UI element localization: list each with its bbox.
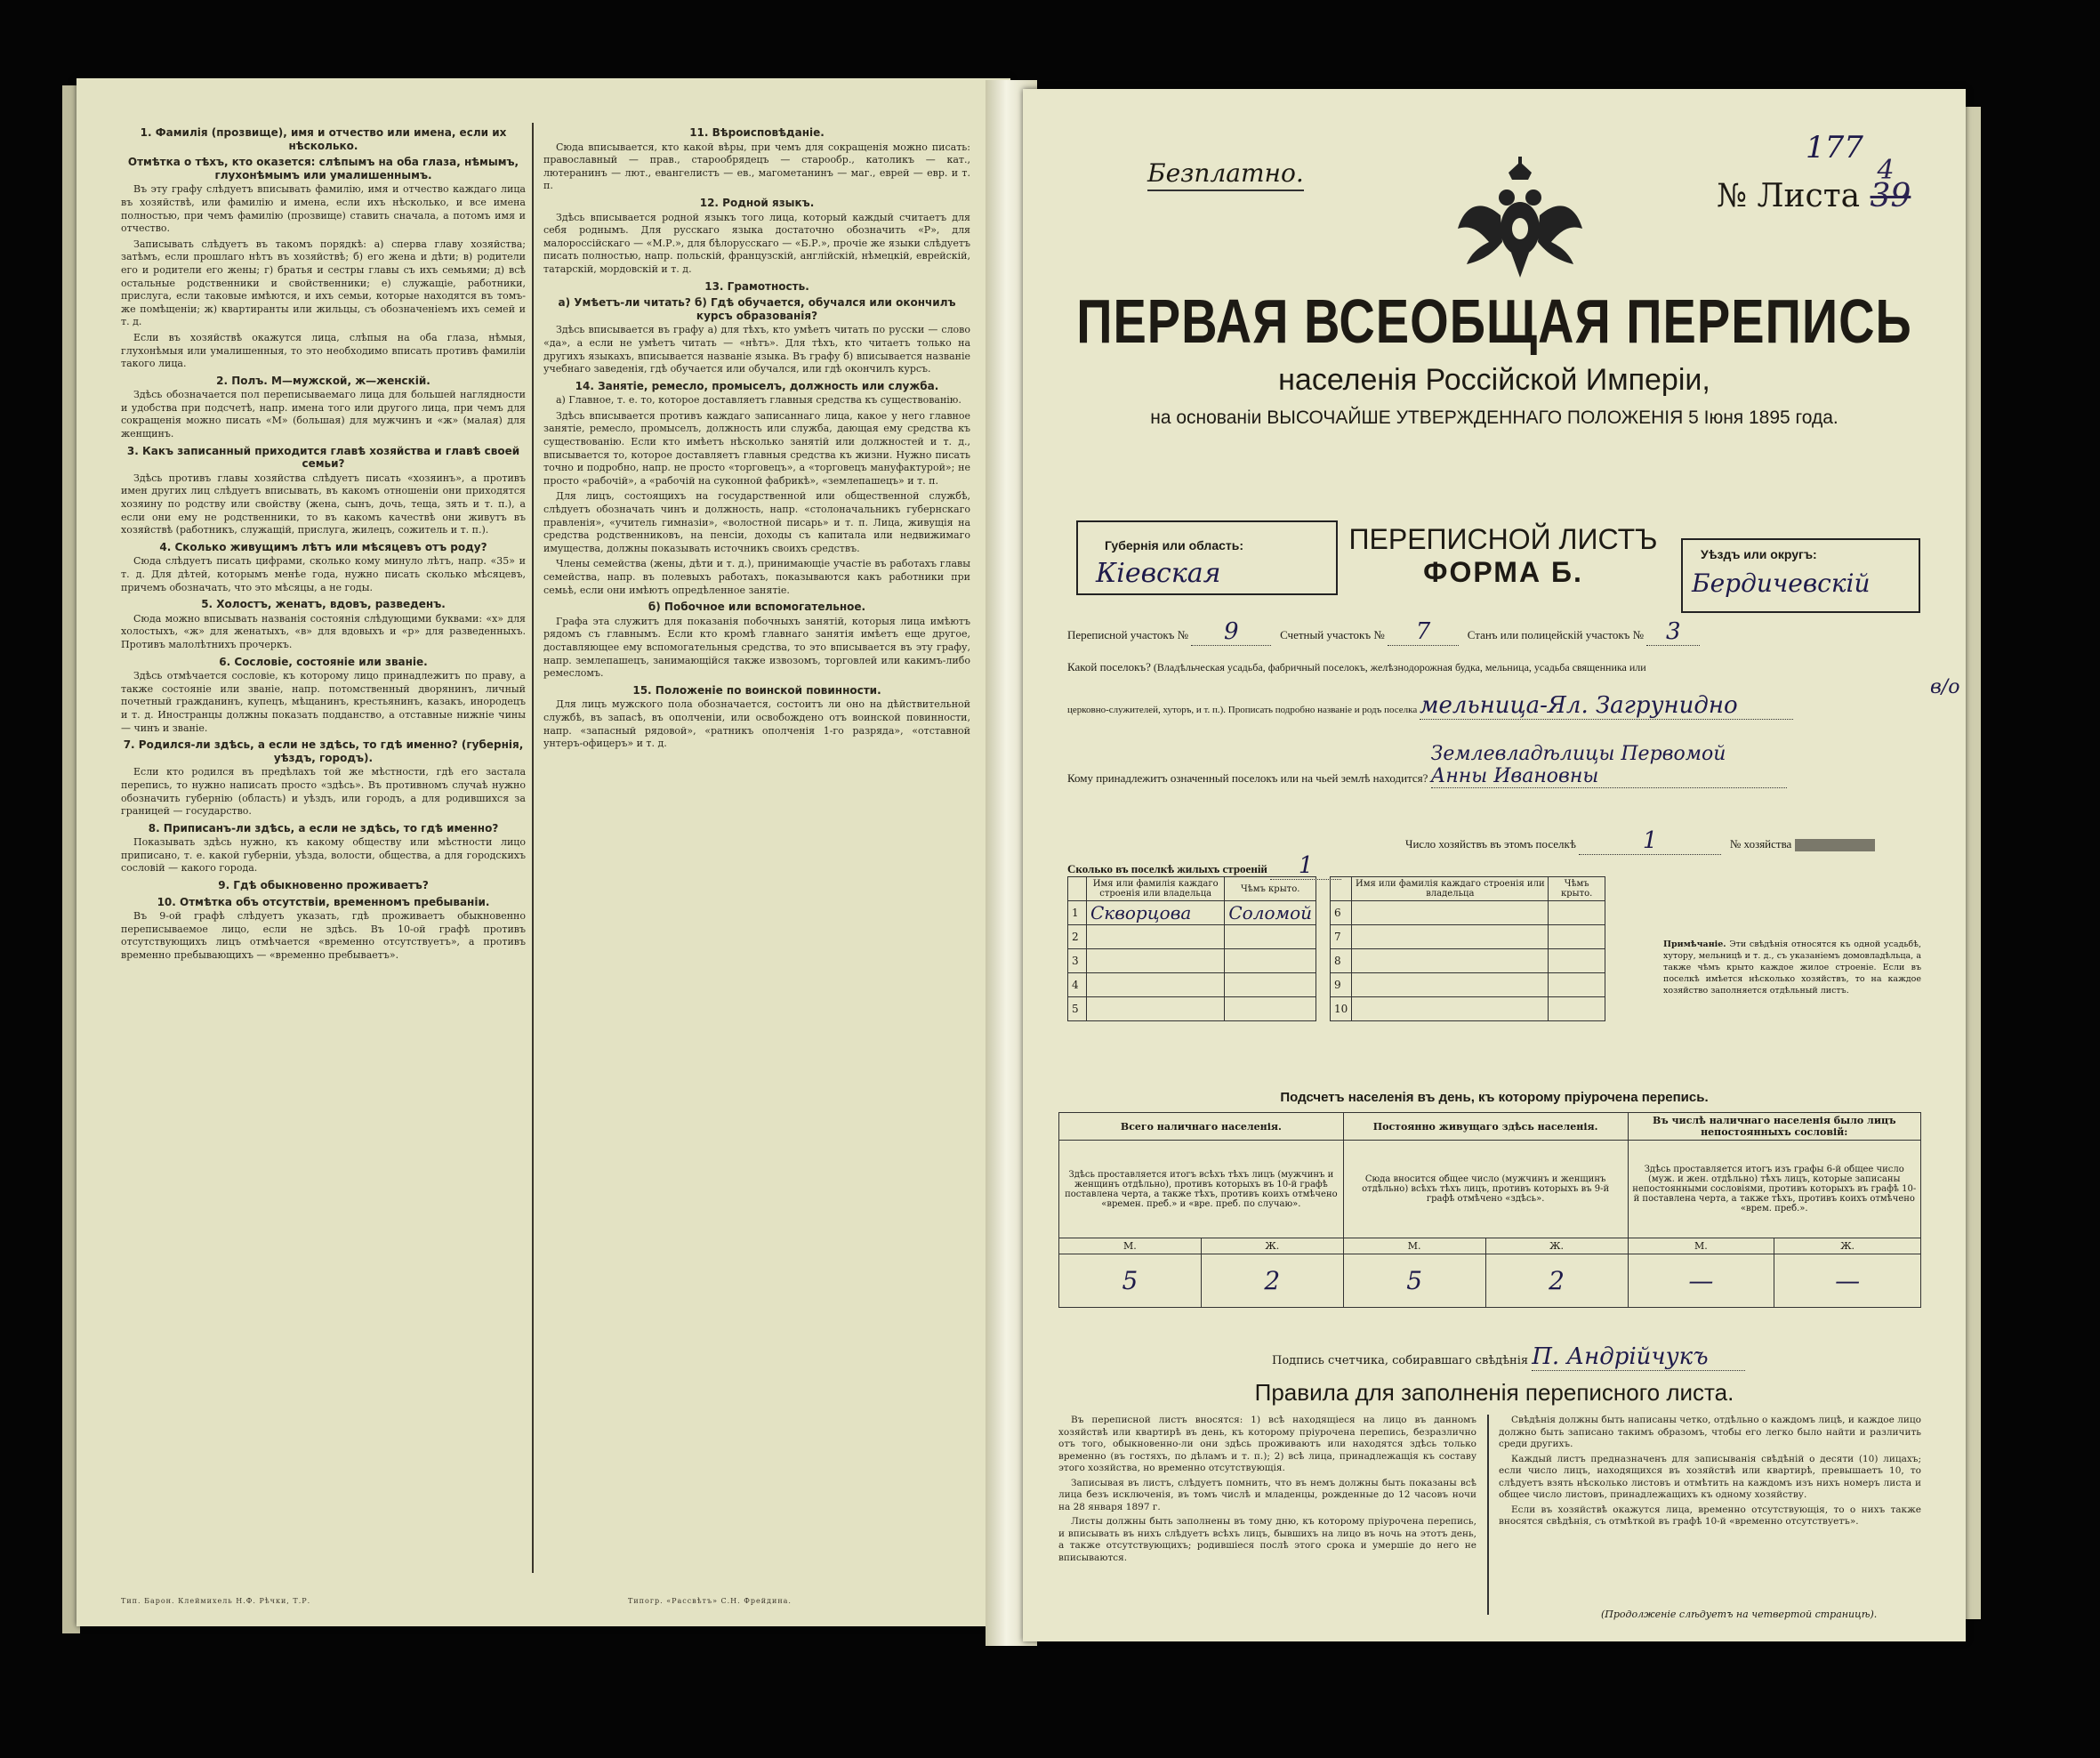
schet-value: 7: [1388, 618, 1459, 646]
stat-m-label-3: М.: [1628, 1238, 1774, 1254]
rules-column-1: [1058, 1415, 1476, 1619]
stat-m-label-2: М.: [1343, 1238, 1485, 1254]
building-no: 1: [1068, 901, 1087, 925]
poselok-label: Какой поселокъ?: [1067, 660, 1151, 673]
building-cell: [1352, 997, 1549, 1021]
uchastok-row: [1067, 618, 1921, 646]
double-headed-eagle-emblem: [1453, 153, 1587, 286]
rule-paragraph: Листы должны быть заполнены въ тому дню, къ которому пріурочена перепись, и вписывать въ нихъ слѣдуетъ всѣхъ лицъ, бывшихъ на лицо въ ночь на этотъ день, а также отсутствующихъ; родившіеся послѣ этого срока и умершіе до него не вписываются.: [1058, 1516, 1476, 1563]
right-page: [1023, 89, 1966, 1641]
instruction-paragraph: Сюда вписывается, кто какой вѣры, при чемъ для сокращенія можно писать: православный — прав., старообрядецъ — старообр., католикъ — кат., лютеранинъ — лют., евангелистъ — ев., магометанинъ — маг., еврей — евр. и т. п.: [543, 141, 970, 192]
building-cell: [1352, 901, 1549, 925]
rules-divider: [1487, 1415, 1489, 1615]
instruction-heading: 5. Холостъ, женатъ, вдовъ, разведенъ.: [201, 598, 446, 611]
document-title: ПЕРВАЯ ВСЕОБЩАЯ ПЕРЕПИСЬ: [1076, 286, 1912, 356]
instruction-heading: 1. Фамилія (прозвище), имя и отчество или имена, если их нѣсколько.: [140, 126, 507, 152]
uchastok-label: Переписной участокъ №: [1067, 628, 1189, 641]
stat-permanent-zh: 2: [1485, 1254, 1628, 1308]
building-roof: [1225, 997, 1316, 1021]
building-no: 6: [1331, 901, 1352, 925]
instruction-heading: 13. Грамотность.: [704, 279, 809, 293]
poselok-row: [1067, 660, 1921, 674]
instruction-heading: 8. Приписанъ-ли здѣсь, а если не здѣсь, то гдѣ именно?: [148, 821, 499, 835]
instruction-paragraph: Графа эта служитъ для показанія побочныхъ занятій, которыя лица имѣютъ рядомъ съ главнымъ. Если кто кромѣ главнаго занятія имѣетъ еще другое, доставляющее ему вспомогательныя средства, то это вписывается въ эту графу, напр. землепашецъ, занимающійся также извозомъ, торговлей или какимъ-либо ремесломъ.: [543, 615, 970, 680]
signature-row: [1272, 1343, 1745, 1371]
rule-paragraph: Записывая въ листъ, слѣдуетъ помнить, что въ немъ должны быть показаны всѣ лица безъ исключенія, въ томъ числѣ и младенцы, рожденные до 12 часовъ ночи на 28 января 1897 г.: [1058, 1477, 1476, 1512]
building-roof: Соломой: [1225, 901, 1316, 925]
poselok-row-2: [1067, 692, 1921, 720]
building-cell: [1549, 997, 1605, 1021]
buildings-table-left: [1067, 876, 1316, 1021]
instruction-heading: 2. Полъ. М—мужской, ж—женскій.: [216, 374, 430, 387]
instructions-column-2: [543, 123, 970, 1591]
building-row: [1068, 901, 1316, 925]
sheet-number-value: 4: [1877, 155, 1895, 186]
rule-paragraph: Каждый листъ предназначенъ для записыванія свѣдѣній о десяти (10) лицахъ; если число лицъ, находящихся въ хозяйствѣ или квартирѣ, превышаетъ 10, то слѣдуетъ взять нѣсколько листовъ и отмѣтить на каждомъ изъ нихъ номеръ листа и общее число листовъ, принадлежащихъ къ одному хозяйству.: [1499, 1453, 1921, 1500]
uezd-label: Уѣздъ или округъ:: [1701, 547, 1817, 561]
instruction-heading: 12. Родной языкъ.: [699, 196, 815, 209]
building-no: 10: [1331, 997, 1352, 1021]
stat-nonperm-zh: —: [1774, 1254, 1921, 1308]
note-text: Эти свѣдѣнія относятся къ одной усадьбѣ, хутору, мельницѣ и т. д., съ указаніемъ домовладѣльца, а также чѣмъ крыто каждое жилое строеніе. Если въ поселкѣ имѣется нѣсколько хозяйствъ, то на каждое хозяйство заполняется отдѣльный листъ.: [1663, 939, 1921, 996]
building-cell: [1549, 901, 1605, 925]
stat-desc-nonpermanent: Здѣсь проставляется итогъ изъ графы 6-й общее число (муж. и жен. отдѣльно) тѣхъ лицъ, которые записаны непостоянными сословіями, противъ которыхъ въ графѣ 10-й поставлена черта, а также тѣхъ, противъ коихъ отмѣчено «врем. преб.».: [1628, 1141, 1921, 1238]
buildings-note: [1663, 939, 1921, 996]
left-page: [76, 78, 1010, 1626]
building-roof: [1225, 925, 1316, 949]
rules-title: Правила для заполненія переписного листа.: [1254, 1379, 1734, 1406]
instruction-heading: 4. Сколько живущимъ лѣтъ или мѣсяцевъ отъ роду?: [159, 540, 487, 553]
stat-desc-total: Здѣсь проставляется итогъ всѣхъ тѣхъ лицъ (мужчинъ и женщинъ отдѣльно), противъ которыхъ въ 10-й графѣ поставлена черта, а также тѣхъ, противъ коихъ отмѣчено «времен. преб.» и «вре. преб. по случаю».: [1059, 1141, 1344, 1238]
document-subtitle-2: на основаніи ВЫСОЧАЙШЕ УТВЕРЖДЕННАГО ПОЛОЖЕНІЯ 5 Іюня 1895 года.: [1150, 407, 1839, 428]
population-count-title: Подсчетъ населенія въ день, къ которому пріурочена перепись.: [1280, 1090, 1709, 1105]
building-row: [1331, 925, 1605, 949]
instruction-paragraph: Здѣсь вписывается въ графу а) для тѣхъ, кто умѣетъ читать по русски — слово «да», а если не умѣетъ читать — «нѣтъ». Для тѣхъ, кто читаетъ только на другихъ языкахъ, вписывается названіе языка. Въ графу б) вписывается названіе учебнаго заведенія, гдѣ обучается или обучался, или гдѣ окончилъ курсъ.: [543, 324, 970, 375]
instruction-heading: 11. Вѣроисповѣданіе.: [689, 126, 825, 139]
instruction-heading: 14. Занятіе, ремесло, промыселъ, должность или служба.: [575, 379, 939, 392]
building-cell: [1352, 925, 1549, 949]
uezd-value: Бердичевскій: [1692, 569, 1871, 598]
grid-head-name: Имя или фамилія каждаго строенія или владельца: [1087, 877, 1225, 901]
population-count-table: [1058, 1112, 1921, 1308]
building-cell: [1549, 973, 1605, 997]
instructions-column-1: [121, 123, 526, 1591]
instruction-paragraph: Здѣсь отмѣчается сословіе, къ которому лицо принадлежитъ по праву, а также состояніе или званіе, напр. потомственный дворянинъ, личный почетный гражданинъ, купецъ, мѣщанинъ, крестьянинъ, казакъ, инородецъ и т. д. Иностранцы должны показать подданство, а отставные нижніе чины — чинъ и званіе.: [121, 670, 526, 734]
instruction-heading: б) Побочное или вспомогательное.: [648, 601, 866, 614]
building-name: [1087, 949, 1225, 973]
uezd-box: [1681, 538, 1920, 613]
rule-paragraph: Свѣдѣнія должны быть написаны четко, отдѣльно о каждомъ лицѣ, и каждое лицо должно быть записано такимъ образомъ, чтобы его легко было найти и различить среди другихъ.: [1499, 1415, 1921, 1449]
rules-column-2: [1499, 1415, 1921, 1606]
column-divider: [532, 123, 534, 1573]
instruction-heading: а) Умѣетъ-ли читать? б) Гдѣ обучается, обучался или окончилъ курсъ образованія?: [558, 296, 956, 322]
rules-continued: (Продолженіе слѣдуетъ на четвертой страницѣ).: [1601, 1609, 1878, 1620]
grid-head-name-2: Имя или фамилія каждаго строенія или владельца: [1352, 877, 1549, 901]
building-no: 3: [1068, 949, 1087, 973]
buildings-value: 1: [1270, 852, 1341, 880]
printer-footer-left: Тип. Барон. Клеймихель Н.Ф. Рѣчки, Т.Р.: [121, 1597, 311, 1605]
instruction-paragraph: Показывать здѣсь нужно, къ какому обществу или мѣстности лицо приписано, т. е. какой губерніи, уѣзда, волости, общества, а для городскихъ сословій — какого города.: [121, 836, 526, 875]
archive-number: 177: [1806, 130, 1863, 165]
stat-m-label: М.: [1059, 1238, 1202, 1254]
instruction-paragraph: Для лицъ, состоящихъ на государственной или общественной службѣ, слѣдуетъ обозначать чинъ и должность, напр. «столоначальникъ губернскаго правленія», «учитель гимназіи», «волостной писарь» и т. п. Лица, живущія на средства родственниковъ, на пенсіи, доходы съ капитала или недвижимаго имущества, должны показывать источникъ своихъ средствъ.: [543, 490, 970, 554]
stat-nonperm-m: —: [1628, 1254, 1774, 1308]
sheet-number-struck: 39: [1870, 178, 1911, 214]
instruction-paragraph: Здѣсь противъ главы хозяйства слѣдуетъ писать «хозяинъ», а противъ имен других лиц слѣдуетъ вписывать, въ какомъ отношеніи они приходятся хозяину по родству или свойству (жена, сынъ, дочь, теща, зять и т. п.), а если они ему не родственники, то въ какомъ качествѣ они живутъ въ хозяйствѣ (работникъ, служащій, прислуга, жилецъ, сожитель и т. п.).: [121, 472, 526, 536]
instruction-paragraph: Если кто родился въ предѣлахъ той же мѣстности, гдѣ его застала перепись, то нужно написать просто «здѣсь». Въ противномъ случаѣ нужно обозначить губернію (область) и уѣздъ, или городъ, а для родившихся за границей — государство.: [121, 766, 526, 818]
stan-label: Станъ или полицейскій участокъ №: [1467, 628, 1645, 641]
instruction-heading: Отмѣтка о тѣхъ, кто оказется: слѣпымъ на оба глаза, нѣмымъ, глухонѣмымъ или умалишеннымъ.: [127, 156, 519, 181]
owner-label: Кому принадлежитъ означенный поселокъ или на чьей землѣ находится?: [1067, 771, 1428, 785]
instruction-paragraph: Здѣсь обозначается пол переписываемаго лица для большей наглядности и удобства при подсчетѣ, напр. имена того или другого лица, при чемъ для сокращенія можно писать «М» (большая) для мужчинъ и «ж» (малая) для женщинъ.: [121, 389, 526, 440]
gubernia-box: [1076, 520, 1338, 595]
schet-label: Счетный участокъ №: [1280, 628, 1385, 641]
stat-head-total: Всего наличнаго населенія.: [1059, 1113, 1344, 1141]
building-row: [1068, 973, 1316, 997]
stat-zh-label-2: Ж.: [1485, 1238, 1628, 1254]
instruction-heading: 3. Какъ записанный приходится главѣ хозяйства и главѣ своей семьи?: [126, 444, 520, 471]
building-row: [1068, 925, 1316, 949]
instruction-paragraph: Здѣсь вписывается противъ каждаго записаннаго лица, какое у него главное занятіе, ремесло, промыселъ, должность или служба, дающая ему средства къ существованію. Если кто имѣетъ нѣсколько занятій или должностей и т. д., вписывается то, которое доставляетъ главныя средства къ жизни. Нужно писать точно и подробно, напр. не просто «торговецъ», а «торговецъ мануфактурой»; не просто «рабочій», а «рабочій на суконной фабрикѣ», «землепашецъ» и т. п.: [543, 409, 970, 487]
margin-note: в/о: [1930, 676, 1960, 698]
poselok-hint-2: церковно-служителей, хуторъ, и т. п.). Прописать подробно названіе и родъ поселка: [1067, 705, 1418, 715]
building-no: 9: [1331, 973, 1352, 997]
buildings-table-right: [1330, 876, 1605, 1021]
buildings-label: Сколько въ поселкѣ жилыхъ строеній: [1067, 862, 1267, 875]
instruction-paragraph: Сюда слѣдуетъ писать цифрами, сколько кому минуло лѣтъ, напр. «35» и т. д. Для дѣтей, которымъ менѣе года, нужно писать сколько мѣсяцевъ, причемъ обозначать, что это мѣсяцы, а не годы.: [121, 555, 526, 593]
building-name: [1087, 973, 1225, 997]
household-no-label: № хозяйства: [1729, 837, 1792, 851]
instruction-heading: 6. Сословіе, состояніе или званіе.: [219, 655, 428, 668]
uchastok-value: 9: [1191, 618, 1271, 646]
stan-value: 3: [1646, 618, 1700, 646]
owner-value: Землевладѣлицы Первомой Анны Ивановны: [1431, 743, 1787, 788]
building-no: 8: [1331, 949, 1352, 973]
instruction-heading: 10. Отмѣтка объ отсутствіи, временномъ пребываніи.: [157, 895, 490, 908]
building-row: [1331, 949, 1605, 973]
form-name: ФОРМА Б.: [1423, 556, 1583, 588]
building-cell: [1549, 925, 1605, 949]
rule-paragraph: Въ переписной листъ вносятся: 1) всѣ находящіеся на лицо въ данномъ хозяйствѣ или квартирѣ въ день, къ которому пріурочена перепись, безразлично отъ того, обыкновенно-ли они здѣсь проживаютъ или находятся здѣсь только временно (въ гостяхъ, по дѣламъ и т. п.); 2) всѣ лица, принадлежащія къ составу этого хозяйства, но временно отсутствующія.: [1058, 1415, 1476, 1473]
signature-label: Подпись счетчика, собиравшаго свѣдѣнія: [1272, 1354, 1529, 1367]
building-row: [1068, 997, 1316, 1021]
stat-total-zh: 2: [1201, 1254, 1343, 1308]
households-value: 1: [1579, 827, 1721, 855]
owner-row: [1067, 743, 1921, 788]
building-name: [1087, 925, 1225, 949]
form-title: ПЕРЕПИСНОЙ ЛИСТЪ: [1348, 523, 1658, 555]
building-cell: [1352, 973, 1549, 997]
instruction-paragraph: Для лицъ мужского пола обозначается, состоитъ ли оно на дѣйствительной службѣ, въ запасѣ, въ ополченіи, или освобождено отъ воинской повинности, напр. «запасный рядовой», «ратникъ ополченія 1-го разряда», «отставной унтеръ-офицеръ» и т. д.: [543, 698, 970, 750]
building-cell: [1352, 949, 1549, 973]
stat-zh-label: Ж.: [1201, 1238, 1343, 1254]
building-row: [1331, 997, 1605, 1021]
building-name: Скворцова: [1087, 901, 1225, 925]
gubernia-label: Губернія или область:: [1105, 538, 1244, 552]
instruction-paragraph: Члены семейства (жены, дѣти и т. д.), принимающіе участіе въ работахъ главы семейства, напр. въ полевыхъ работахъ, показываются какъ работники при семьѣ, если они имѣютъ опредѣленное занятіе.: [543, 558, 970, 596]
building-row: [1331, 901, 1605, 925]
poselok-hint: (Владѣльческая усадьба, фабричный поселокъ, желѣзнодорожная будка, мельница, усадьба священника или: [1153, 661, 1646, 673]
building-cell: [1549, 949, 1605, 973]
stat-zh-label-3: Ж.: [1774, 1238, 1921, 1254]
instruction-paragraph: Записывать слѣдуетъ въ такомъ порядкѣ: а) сперва главу хозяйства; затѣмъ, если прошлаго нѣтъ въ хозяйствѣ; б) его жена и дѣти; в) родители его и родители его жены; г) братья и сестры главы съ ихъ семьями; д) всѣ остальные родственники и свойственники; е) служащіе, работники, прислуга, если таковые имѣются, и ихъ семьи, которые находятся въ томъ-же помѣщеніи; ж) квартиранты или жильцы, съ обозначеніемъ ихъ семей и т. д.: [121, 238, 526, 328]
stat-head-permanent: Постоянно живущаго здѣсь населенія.: [1343, 1113, 1628, 1141]
instruction-paragraph: Здѣсь вписывается родной языкъ того лица, который каждый считаетъ для себя роднымъ. Для русскаго языка достаточно обозначить «Р», для малороссійскаго — «М.Р.», для бѣлорусскаго — «Б.Р.», прочіе же языки слѣдуетъ писать полностью, напр. польскій, французскій, англійскій, нѣмецкій, еврейскій, татарскій, мордовскій и т. д.: [543, 211, 970, 275]
instruction-paragraph: Въ эту графу слѣдуетъ вписывать фамилію, имя и отчество каждаго лица въ хозяйствѣ, или фамилію и имена, если ихъ нѣсколько, и все имена полностью, при чемъ фамилію (прозвище) ставить сначала, а потомъ имя и отчество.: [121, 183, 526, 235]
free-label: Безплатно.: [1147, 158, 1304, 191]
grid-head-roof-2: Чѣмъ крыто.: [1549, 877, 1605, 901]
note-title: Примѣчаніе.: [1663, 939, 1726, 949]
household-no-redacted: [1795, 839, 1875, 851]
building-row: [1331, 973, 1605, 997]
stat-total-m: 5: [1059, 1254, 1202, 1308]
signature-value: П. Андрійчукъ: [1532, 1343, 1745, 1371]
document-subtitle: населенія Россійской Имперіи,: [1278, 363, 1710, 397]
households-label: Число хозяйствъ въ этомъ поселкѣ: [1405, 837, 1576, 851]
building-roof: [1225, 973, 1316, 997]
sheet-number-label: № Листа: [1717, 178, 1861, 214]
building-row: [1068, 949, 1316, 973]
rule-paragraph: Если въ хозяйствѣ окажутся лица, временно отсутствующія, то о нихъ также вносятся свѣдѣнія, съ отмѣткой въ графѣ 10-й «временно отсутствуетъ».: [1499, 1504, 1921, 1527]
stat-permanent-m: 5: [1343, 1254, 1485, 1308]
instruction-heading: 15. Положеніе по воинской повинности.: [632, 683, 881, 697]
stat-desc-permanent: Сюда вносится общее число (мужчинъ и женщинъ отдѣльно) всѣхъ тѣхъ лицъ, противъ которыхъ въ 9-й графѣ отмѣчено «здѣсь».: [1343, 1141, 1628, 1238]
instruction-paragraph: Сюда можно вписывать названія состоянія слѣдующими буквами: «х» для холостыхъ, «ж» для женатыхъ, «в» для вдовыхъ и «р» для разведенныхъ. Противъ малолѣтнихъ прочеркъ.: [121, 612, 526, 650]
building-no: 2: [1068, 925, 1087, 949]
instruction-paragraph: Въ 9-ой графѣ слѣдуетъ указать, гдѣ проживаетъ обыкновенно переписываемое лицо, если не здѣсь. Въ 10-ой графѣ противъ отсутствующихъ лицъ отмѣчается «временно отсутствуетъ», а противъ временно пребывающихъ — «временно пребываетъ».: [121, 910, 526, 962]
instruction-paragraph: Если въ хозяйствѣ окажутся лица, слѣпыя на оба глаза, нѣмыя, глухонѣмыя или умалишенныя, то это необходимо вписать противъ фамиліи такого лица.: [121, 331, 526, 370]
stat-head-nonpermanent: Въ числѣ наличнаго населенія было лицъ непостоянныхъ сословій:: [1628, 1113, 1921, 1141]
instruction-heading: 7. Родился-ли здѣсь, а если не здѣсь, то гдѣ именно? (губернія, уѣздъ, городъ).: [123, 738, 524, 764]
instruction-heading: 9. Гдѣ обыкновенно проживаетъ?: [218, 879, 429, 892]
count-row: [1067, 827, 1921, 855]
grid-head-roof: Чѣмъ крыто.: [1225, 877, 1316, 901]
gubernia-value: Кіевская: [1096, 558, 1221, 589]
building-roof: [1225, 949, 1316, 973]
poselok-value: мельница-Ял. Загрунидно: [1420, 692, 1793, 720]
building-name: [1087, 997, 1225, 1021]
sheet-number: [1717, 155, 1911, 214]
building-no: 7: [1331, 925, 1352, 949]
building-no: 5: [1068, 997, 1087, 1021]
form-heading: [1343, 523, 1663, 589]
printer-footer-right: Типогр. «Рассвѣтъ» С.Н. Фрейдина.: [628, 1597, 792, 1605]
instruction-paragraph: а) Главное, т. е. то, которое доставляетъ главныя средства къ существованію.: [556, 394, 961, 407]
building-no: 4: [1068, 973, 1087, 997]
